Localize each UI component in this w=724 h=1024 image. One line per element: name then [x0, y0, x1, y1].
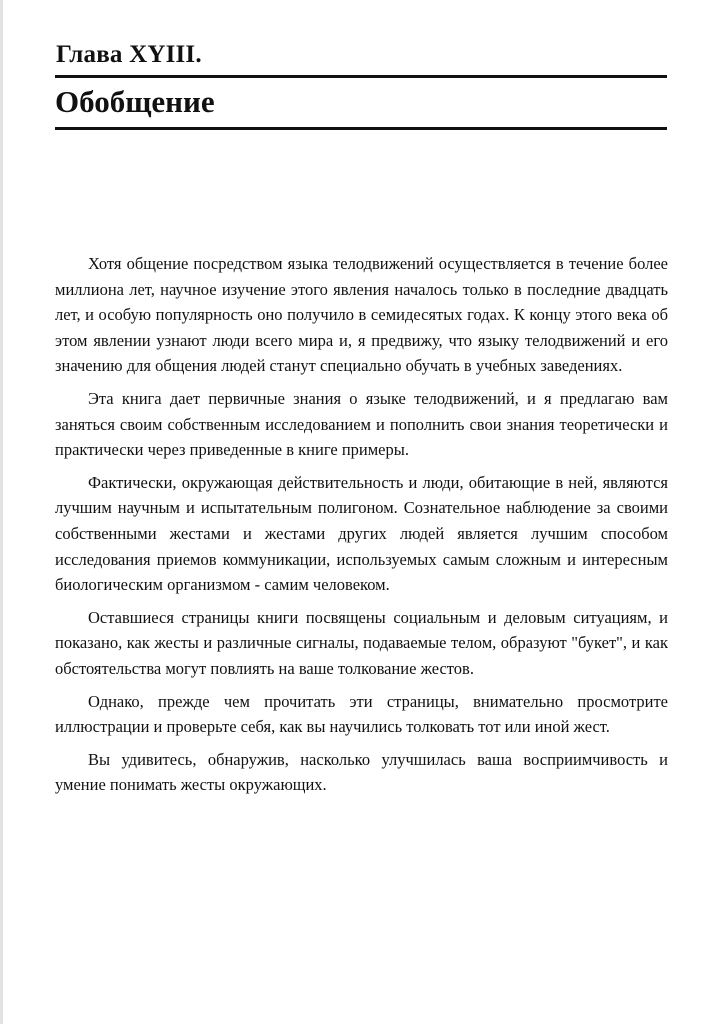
- paragraph-3: Фактически, окружающая действительность и люди, обитающие в ней, являются лучшим научным и испытательным полигоном. Сознательное наблюдение за своими собственными жестами и жестами других людей является лучшим способом исследования приемов коммуникации, используемых самым сложным и интересным биологическим организмом - самим человеком.: [55, 472, 668, 595]
- paragraph-1: Хотя общение посредством языка телодвижений осуществляется в течение более миллиона лет, научное изучение этого явления началось только в последние двадцать лет, и особую популярность оно получило в семидесятых годах. К концу этого века об этом явлении узнают люди всего мира и, я предвижу, что языку телодвижений и его значению для общения людей станут специально обучать в учебных заведениях.: [55, 254, 668, 376]
- page-edge: [0, 0, 3, 1024]
- header-rule-top: [55, 75, 667, 78]
- paragraph-6: Вы удивитесь, обнаружив, насколько улучшилась ваша восприимчивость и умение понимать жесты окружающих.: [55, 749, 668, 795]
- paragraph-2: Эта книга дает первичные знания о языке телодвижений, и я предлагаю вам заняться своим собственным исследованием и пополнить свои знания теоретически и практически через приведенные в книге примеры.: [55, 388, 668, 460]
- body-text: [55, 251, 668, 805]
- paragraph-4: Оставшиеся страницы книги посвящены социальным и деловым ситуациям, и показано, как жесты и различные сигналы, подаваемые телом, образуют "букет", и как обстоятельства могут повлиять на ваше толкование жестов.: [55, 607, 668, 678]
- header-rule-bottom: [55, 127, 667, 130]
- paragraph-5: Однако, прежде чем прочитать эти страницы, внимательно просмотрите иллюстрации и проверьте себя, как вы научились толковать тот или иной жест.: [55, 691, 668, 737]
- chapter-label: Глава XYIII.: [56, 41, 202, 68]
- chapter-title: Обобщение: [55, 84, 215, 119]
